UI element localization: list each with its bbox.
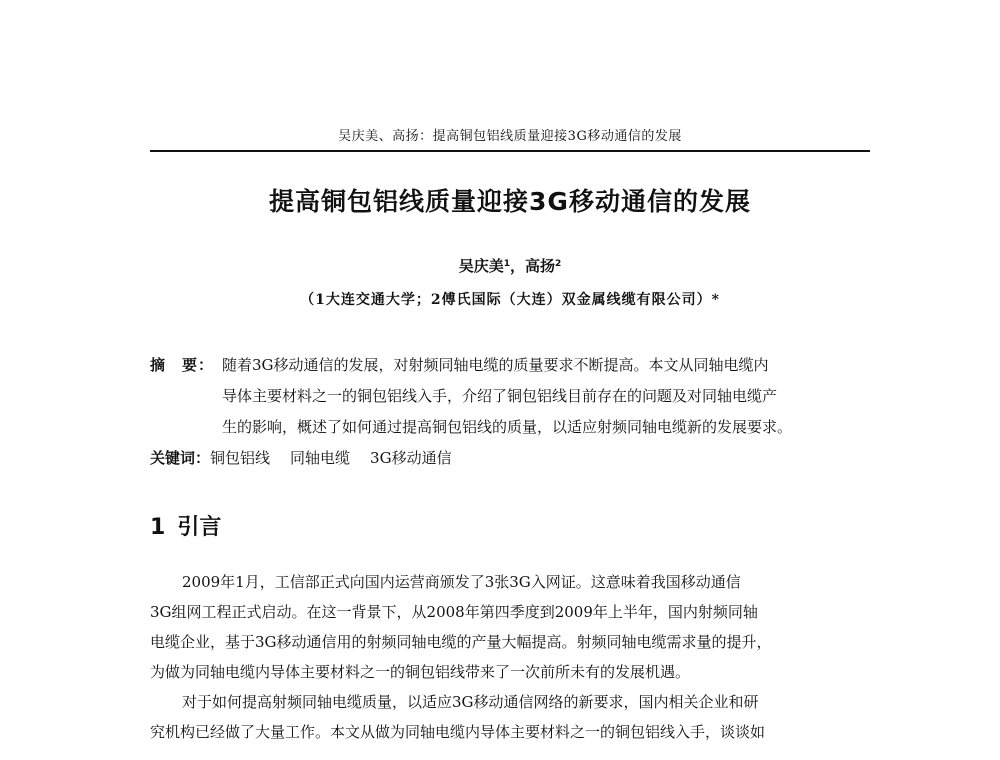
running-header: 吴庆美、高扬：提高铜包铝线质量迎接3G移动通信的发展 (338, 129, 682, 144)
header-rule (150, 150, 870, 152)
paragraph-line: 电缆企业，基于3G移动通信用的射频同轴电缆的产量大幅提高。射频同轴电缆需求量的提升， (150, 633, 772, 651)
paragraph-line: 为做为同轴电缆内导体主要材料之一的铜包铝线带来了一次前所未有的发展机遇。 (150, 663, 691, 681)
abstract-line: 导体主要材料之一的铜包铝线入手，介绍了铜包铝线目前存在的问题及对同轴电缆产 (222, 387, 778, 405)
author-name: 高扬 (525, 257, 556, 275)
abstract-line: 生的影响，概述了如何通过提高铜包铝线的质量，以适应射频同轴电缆新的发展要求。 (222, 418, 793, 436)
author-list (150, 256, 870, 276)
author-name: 吴庆美 (458, 257, 504, 275)
section-title: 引言 (177, 515, 222, 540)
author-affiliation-mark: 1 (503, 259, 510, 269)
abstract-line: 随着3G移动通信的发展，对射频同轴电缆的质量要求不断提高。本文从同轴电缆内 (222, 356, 769, 374)
paragraph-line: 对于如何提高射频同轴电缆质量，以适应3G移动通信网络的新要求，国内相关企业和研 (182, 693, 759, 711)
abstract-label: 摘 要： (150, 356, 215, 374)
paragraph-line: 究机构已经做了大量工作。本文从做为同轴电缆内导体主要材料之一的铜包铝线入手，谈谈如 (150, 723, 766, 741)
author-separator: ， (509, 257, 525, 275)
paragraph-line: 2009年1月，工信部正式向国内运营商颁发了3张3G入网证。这意味着我国移动通信 (182, 573, 741, 591)
abstract-block (150, 350, 872, 474)
keyword: 铜包铝线 (210, 449, 271, 467)
section-heading (150, 514, 221, 542)
section-number: 1 (150, 515, 166, 540)
affiliation: （1大连交通大学；2傅氏国际（大连）双金属线缆有限公司）* (300, 292, 720, 308)
body-text (150, 567, 872, 747)
author-affiliation-mark: 2 (555, 259, 562, 269)
keyword: 同轴电缆 (290, 449, 351, 467)
keyword: 3G移动通信 (370, 449, 452, 467)
paragraph-line: 3G组网工程正式启动。在这一背景下，从2008年第四季度到2009年上半年，国内射频同轴 (150, 603, 758, 621)
keywords-row (150, 443, 872, 474)
abstract-text (222, 350, 872, 443)
paper-title: 提高铜包铝线质量迎接3G移动通信的发展 (269, 187, 751, 216)
keywords-label: 关键词： (150, 449, 211, 467)
